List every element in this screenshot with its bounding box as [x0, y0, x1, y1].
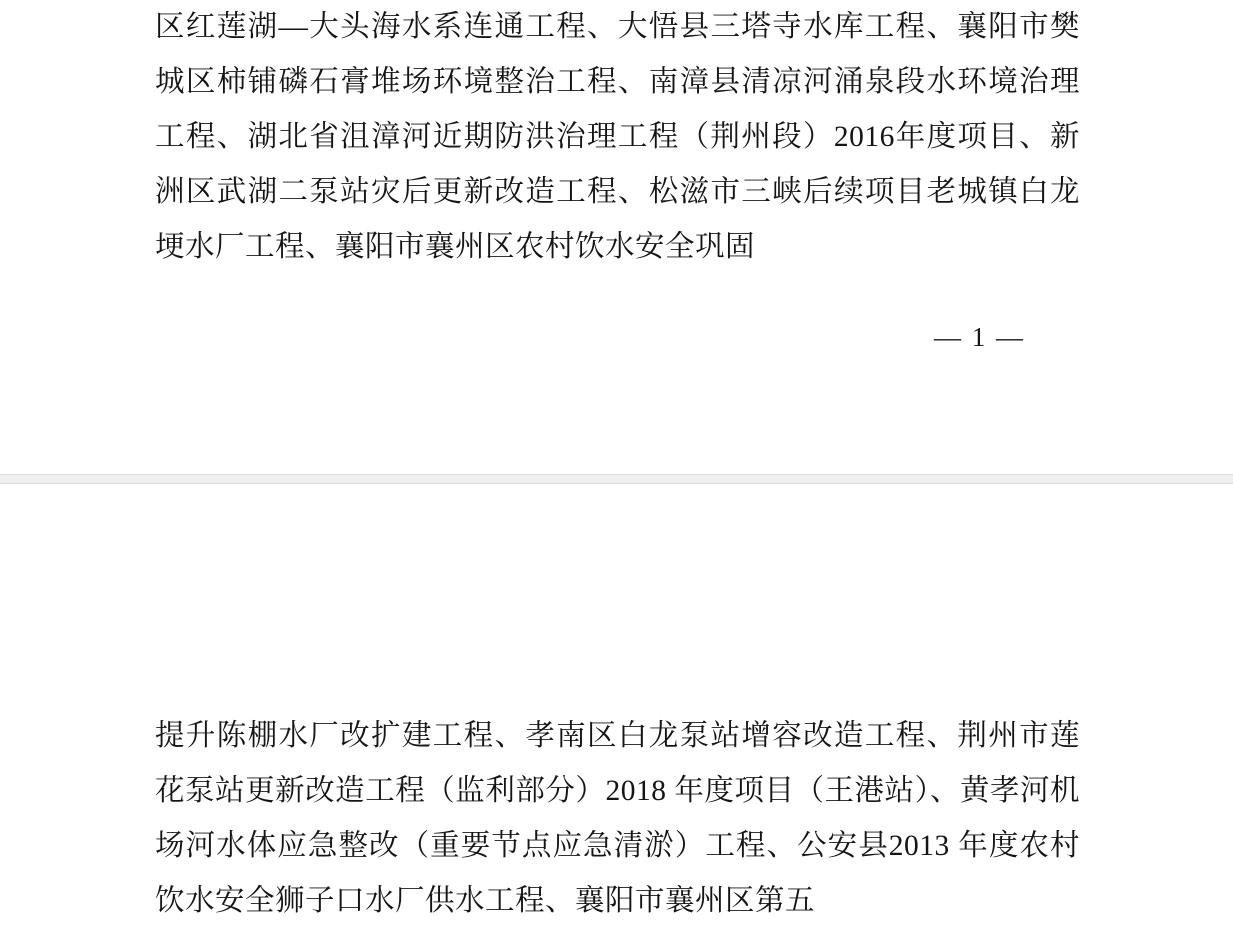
page-separator: [0, 474, 1233, 484]
page-2-body-text: [155, 709, 1080, 929]
page-2-paragraph: 提升陈棚水厂改扩建工程、孝南区白龙泵站增容改造工程、荆州市莲花泵站更新改造工程（监利部分）2018 年度项目（王港站）、黄孝河机场河水体应急整改（重要节点应急清淤）工程、公安县2013 年度农村饮水安全狮子口水厂供水工程、襄阳市襄州区第五: [155, 720, 1080, 917]
page-1-body-text: [155, 0, 1080, 275]
page-1-paragraph: 区红莲湖—大头海水系连通工程、大悟县三塔寺水库工程、襄阳市樊城区柿铺磷石膏堆场环境整治工程、南漳县清凉河涌泉段水环境治理工程、湖北省沮漳河近期防洪治理工程（荆州段）2016年度项目、新洲区武湖二泵站灾后更新改造工程、松滋市三峡后续项目老城镇白龙埂水厂工程、襄阳市襄州区农村饮水安全巩固: [155, 11, 1080, 263]
page-1-page-number: — 1 —: [934, 322, 1025, 352]
document-page-2: [0, 484, 1233, 945]
